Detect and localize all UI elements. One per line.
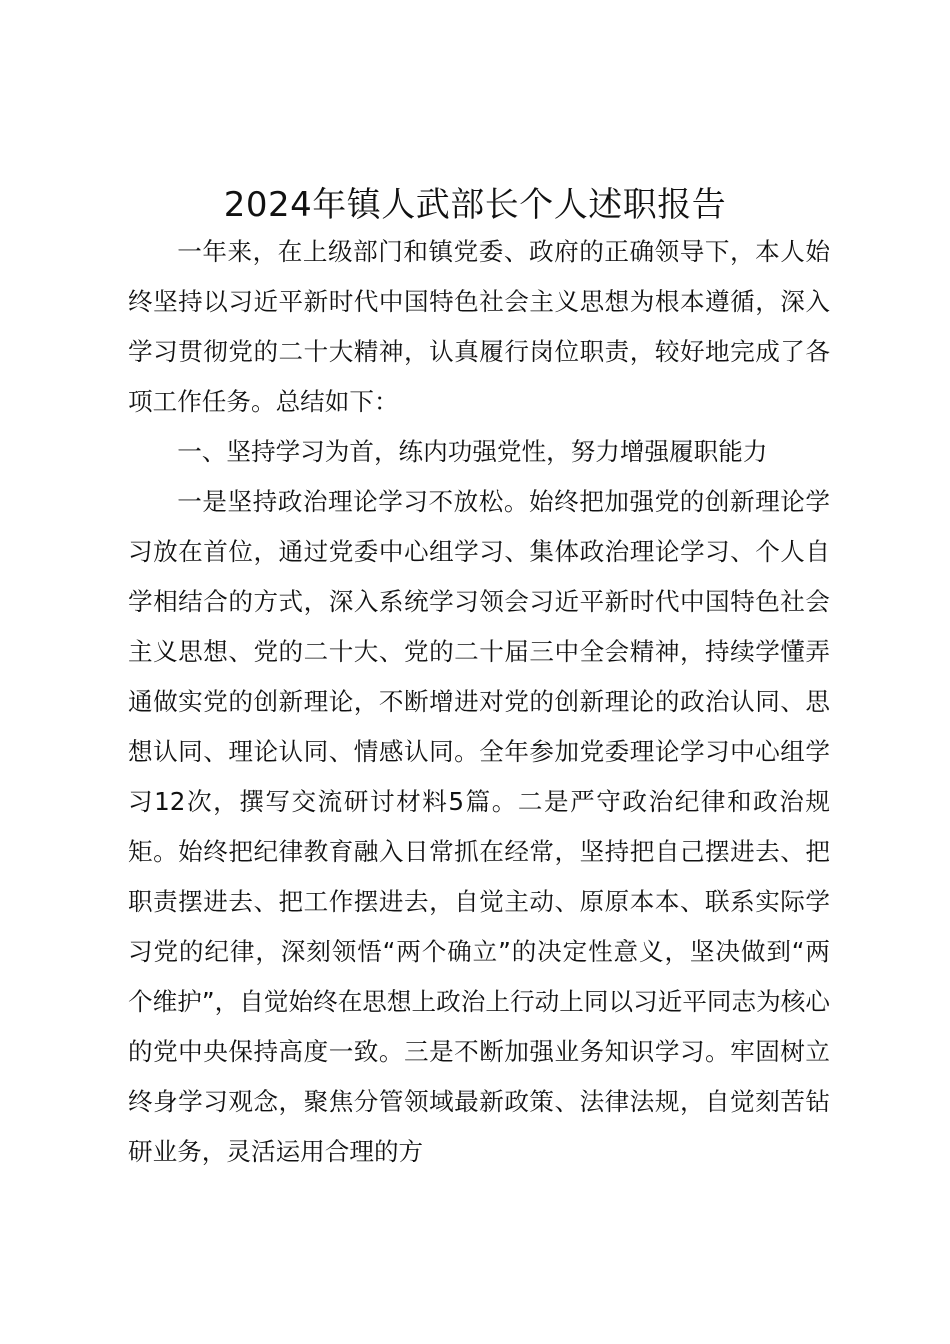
intro-paragraph: 一年来，在上级部门和镇党委、政府的正确领导下，本人始终坚持以习近平新时代中国特色社会主义思想为根本遵循，深入学习贯彻党的二十大精神，认真履行岗位职责，较好地完成了各项工作任务。总结如下：: [128, 237, 830, 416]
section-heading: 一、坚持学习为首，练内功强党性，努力增强履职能力: [177, 437, 768, 466]
section-paragraph: 一是坚持政治理论学习不放松。始终把加强党的创新理论学习放在首位，通过党委中心组学习、集体政治理论学习、个人自学相结合的方式，深入系统学习领会习近平新时代中国特色社会主义思想、党的二十大、党的二十届三中全会精神，持续学懂弄通做实党的创新理论，不断增进对党的创新理论的政治认同、思想认同、理论认同、情感认同。全年参加党委理论学习中心组学习12次，撰写交流研讨材料5篇。二是严守政治纪律和政治规矩。始终把纪律教育融入日常抓在经常，坚持把自己摆进去、把职责摆进去、把工作摆进去，自觉主动、原原本本、联系实际学习党的纪律，深刻领悟“两个确立”的决定性意义，坚决做到“两个维护”，自觉始终在思想上政治上行动上同以习近平同志为核心的党中央保持高度一致。三是不断加强业务知识学习。牢固树立终身学习观念，聚焦分管领域最新政策、法律法规，自觉刻苦钻研业务，灵活运用合理的方: [128, 487, 830, 1166]
document-body: [128, 227, 830, 1177]
document-title: 2024年镇人武部长个人述职报告: [223, 185, 727, 225]
